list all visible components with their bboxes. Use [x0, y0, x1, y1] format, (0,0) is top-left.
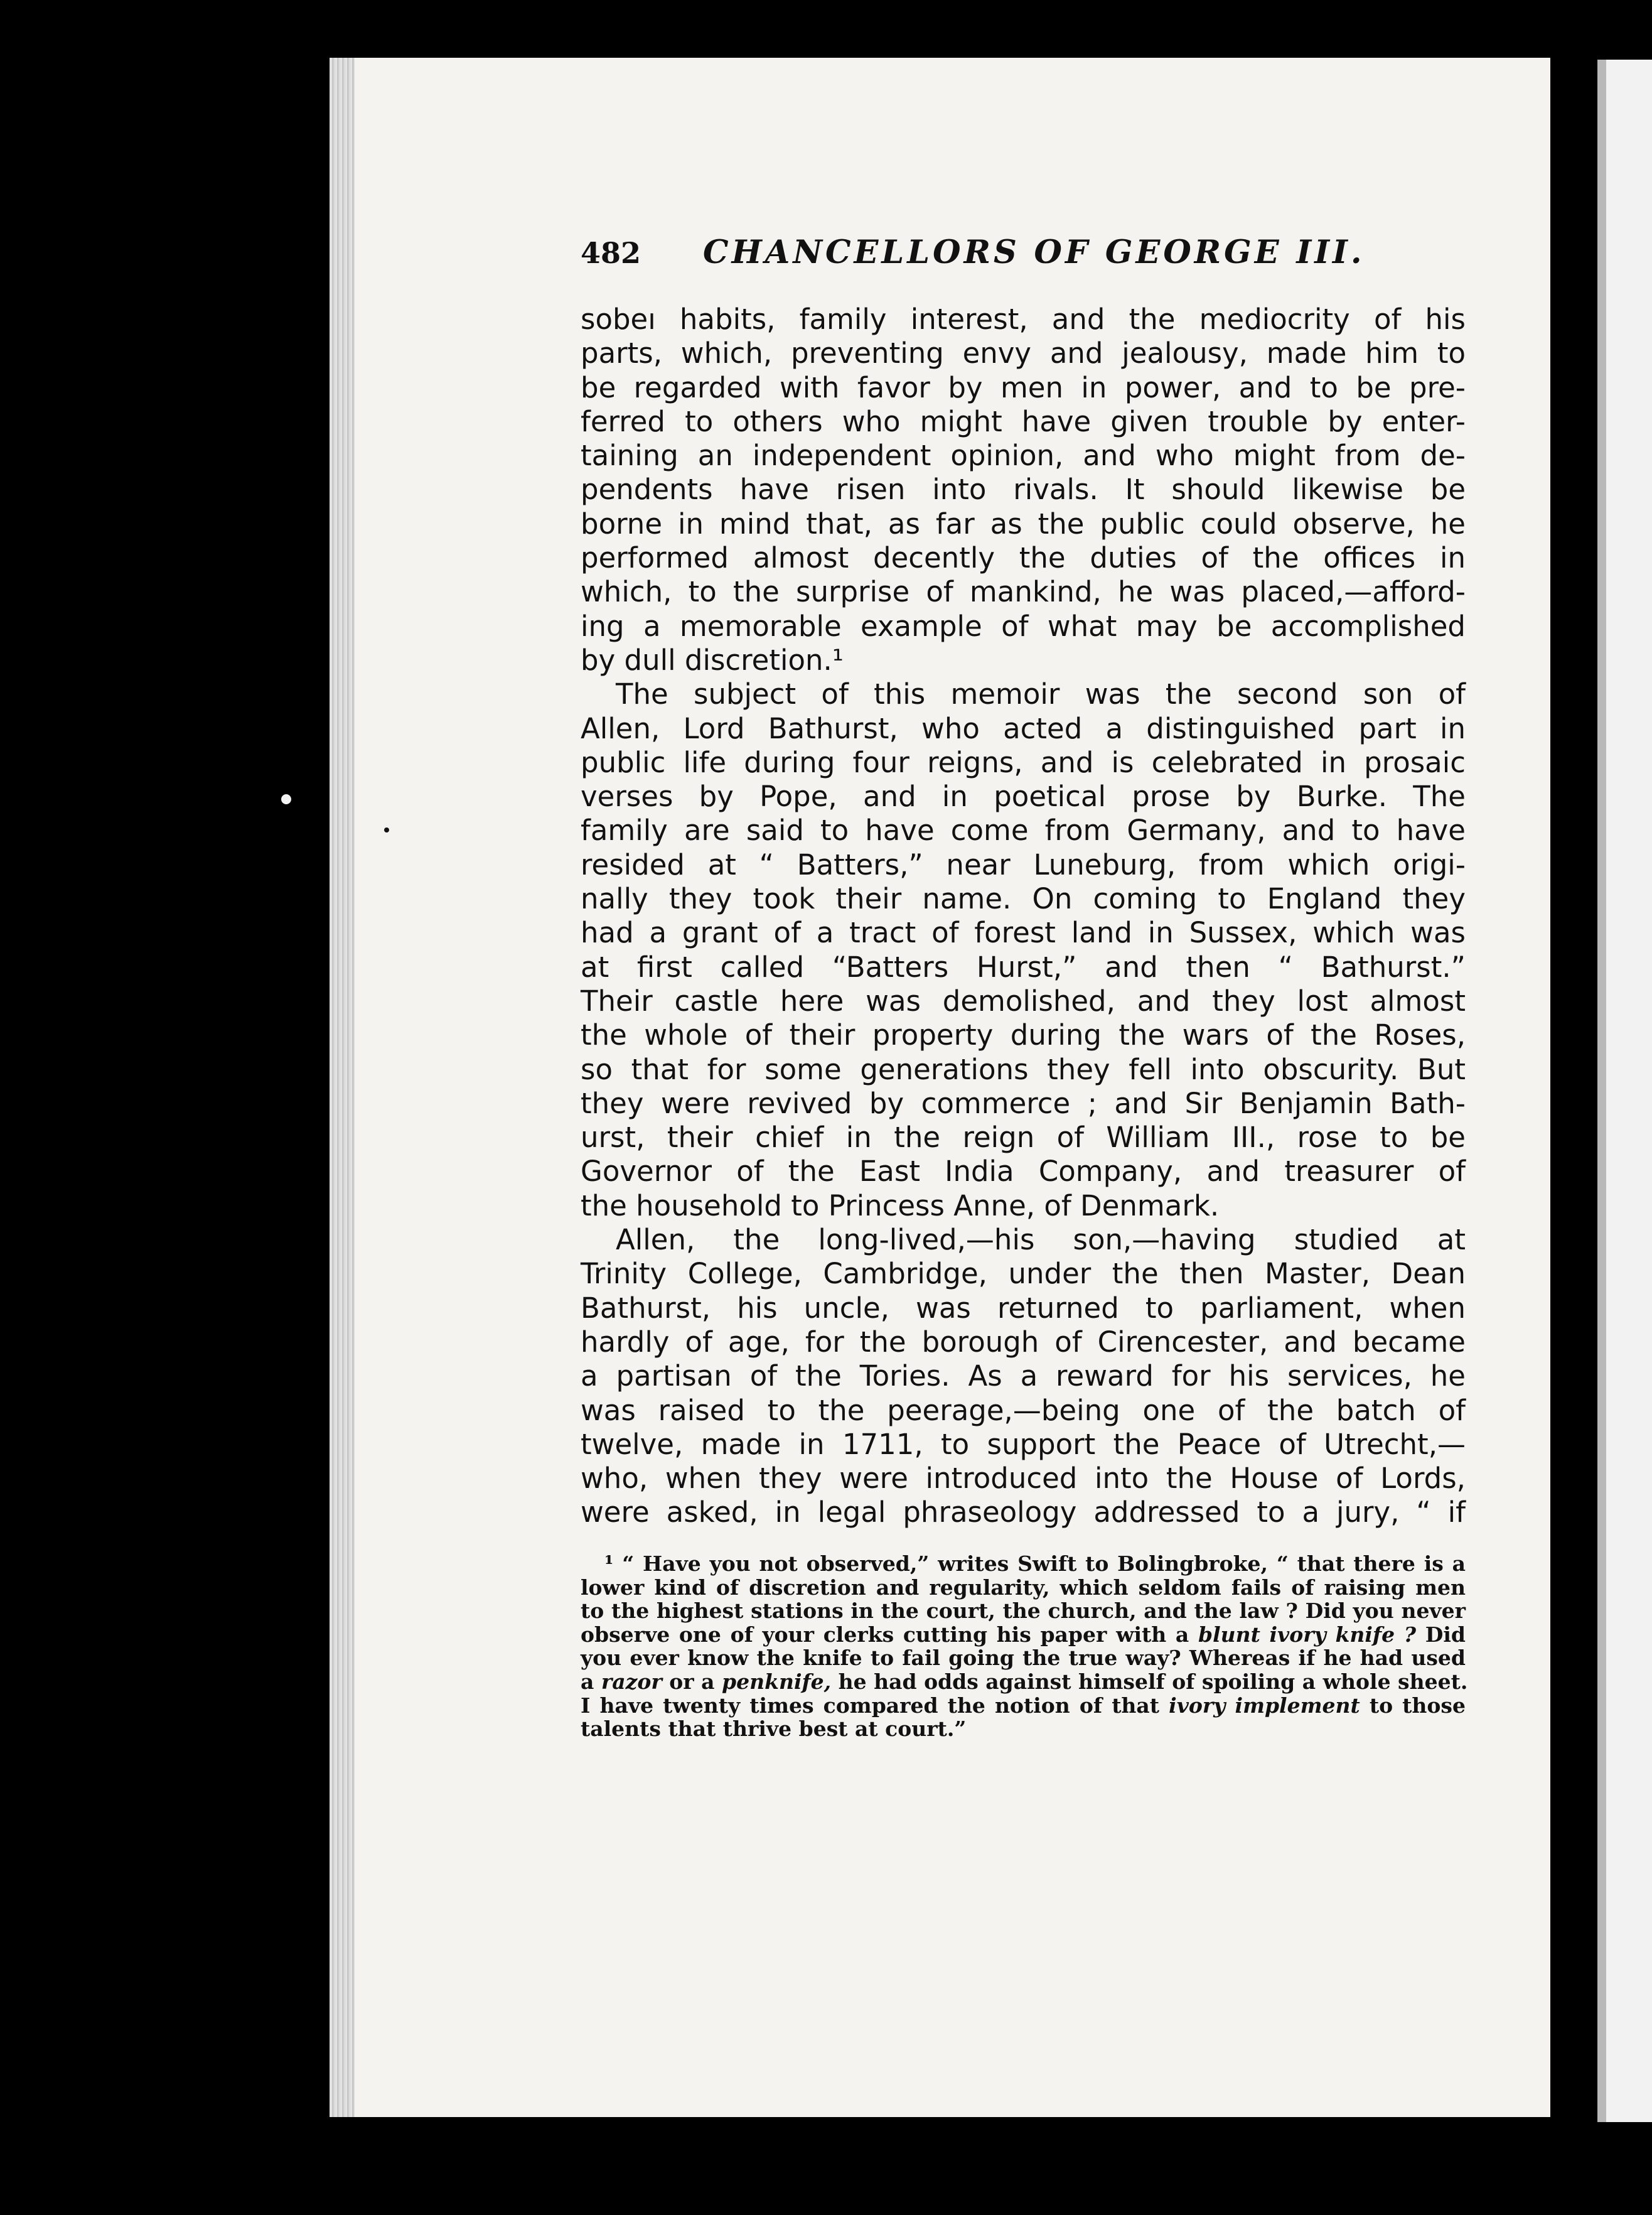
- text-line: borne in mind that, as far as the public could observe, he: [581, 507, 1466, 541]
- text-line: sobeı habits, family interest, and the mediοcrity of his: [581, 303, 1466, 336]
- footnote-line: you ever know the knife to fail going the true way? Whereas if he had used: [581, 1646, 1466, 1671]
- footnote-line: [581, 1623, 1466, 1647]
- page-number: 482: [581, 236, 641, 270]
- footnote-line: talents that thrive best at court.”: [581, 1716, 967, 1742]
- body-text: [581, 303, 1466, 1530]
- text-line: performed almost decently the duties of the offices in: [581, 541, 1466, 575]
- text-line: parts, which, preventing envy and jealousy, made him to: [581, 337, 1466, 370]
- text-line: taining an independent opinion, and who might from de-: [581, 439, 1466, 473]
- text-line: by dull discretion.¹: [581, 643, 844, 677]
- text-line: the household to Princess Anne, of Denmark.: [581, 1188, 1220, 1222]
- text-line: ing a memorable example of what may be accomplished: [581, 609, 1466, 643]
- scan-speck: [384, 827, 389, 833]
- footnote-italic-text: blunt ivory knife ?: [1198, 1622, 1417, 1647]
- text-line: twelve, made in 1711, to support the Peace of Utrecht,—: [581, 1427, 1466, 1461]
- text-line: so that for some generations they fell into obscurity. But: [581, 1052, 1466, 1086]
- text-line: pendents have risen into rivals. It should likewise be: [581, 473, 1466, 507]
- footnote-italic-text: penknife,: [722, 1669, 832, 1694]
- footnote-text: to those: [1360, 1693, 1466, 1718]
- text-line: ferred to others who might have given trouble by enter-: [581, 404, 1466, 438]
- text-line: was raised to the peerage,—being one of the batch of: [581, 1393, 1466, 1427]
- text-line: family are said to have come from Germany, and to have: [581, 814, 1466, 848]
- footnote-line: to the highest stations in the court, the church, and the law ? Did you never: [581, 1598, 1466, 1624]
- footnote-text: or a: [662, 1669, 722, 1694]
- footnote: [581, 1552, 1466, 1741]
- footnote-text: he had odds against himself of spoiling a whole sheet.: [831, 1669, 1468, 1694]
- footnote-line: [581, 1694, 1466, 1718]
- footnote-italic-text: ivory implement: [1169, 1693, 1360, 1718]
- scan-speck: [281, 794, 291, 804]
- footnote-text: I have twenty times compared the notion of that: [581, 1693, 1169, 1718]
- text-line: the whole of their property during the wars of the Roses,: [581, 1018, 1466, 1052]
- footnote-text: observe one of your clerks cutting his paper with a: [581, 1622, 1198, 1647]
- text-line: hardly of age, for the borough of Cirencester, and became: [581, 1325, 1466, 1359]
- text-line: public life during four reigns, and is celebrated in prosaic: [581, 745, 1466, 779]
- text-line: Their castle here was demolished, and they lost almost: [581, 984, 1466, 1018]
- text-line: Allen, the long-lived,—his son,—having studied at: [616, 1223, 1466, 1257]
- running-head: [581, 231, 1365, 275]
- text-line: had a grant of a tract of forest land in Sussex, which was: [581, 916, 1466, 950]
- page-edge: [330, 58, 355, 2117]
- footnote-italic-text: razor: [601, 1669, 662, 1694]
- text-line: Trinity College, Cambridge, under the then Master, Dean: [581, 1257, 1466, 1291]
- footnote-line: ¹ “ Have you not observed,” writes Swift to Bolingbroke, “ that there is a: [604, 1551, 1466, 1576]
- text-line: a partisan of the Tories. As a reward for his services, he: [581, 1359, 1466, 1393]
- text-line: they were revived by commerce ; and Sir Benjamin Bath-: [581, 1086, 1466, 1120]
- footnote-text: Did: [1416, 1622, 1466, 1647]
- footnote-line: lower kind of discretion and regularity, which seldom fails of raising men: [581, 1575, 1466, 1600]
- footnote-line: [581, 1670, 1466, 1694]
- adjacent-page-shadow: [1597, 60, 1606, 2122]
- text-line: Governor of the East India Company, and treasurer of: [581, 1155, 1466, 1188]
- text-line: resided at “ Batters,” near Luneburg, from which origi-: [581, 848, 1466, 881]
- text-line: The subject of this memoir was the second son of: [616, 677, 1466, 711]
- running-title: CHANCELLORS OF GEORGE III.: [703, 234, 1365, 271]
- text-line: verses by Pope, and in poetical prose by Burke. The: [581, 780, 1466, 814]
- text-line: at first called “Batters Hurst,” and then “ Bathurst.”: [581, 950, 1466, 984]
- text-line: were asked, in legal phraseology addressed to a jury, “ if: [581, 1496, 1466, 1529]
- footnote-text: a: [581, 1669, 601, 1694]
- text-line: Allen, Lord Bathurst, who acted a distinguished part in: [581, 711, 1466, 745]
- text-line: be regarded with favor by men in power, and to be pre-: [581, 370, 1466, 404]
- text-line: Bathurst, his uncle, was returned to parliament, when: [581, 1291, 1466, 1325]
- text-line: which, to the surprise of mankind, he was placed,—afford-: [581, 575, 1466, 609]
- text-line: urst, their chief in the reign of William III., rose to be: [581, 1121, 1466, 1155]
- text-line: who, when they were introduced into the House of Lords,: [581, 1462, 1466, 1496]
- text-line: nally they took their name. On coming to England they: [581, 882, 1466, 916]
